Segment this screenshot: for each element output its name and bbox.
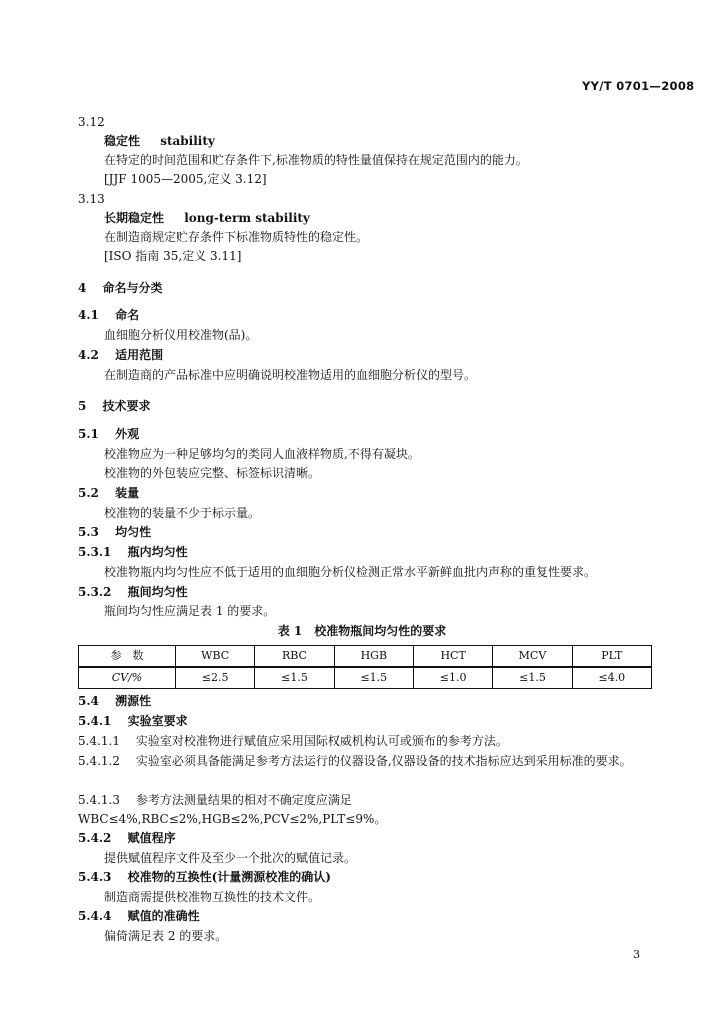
paragraph: 瓶间均匀性应满足表 1 的要求。 xyxy=(104,604,276,618)
section-title: 外观 xyxy=(115,427,140,441)
page-number: 3 xyxy=(633,948,640,961)
term-zh: 长期稳定性 xyxy=(104,211,165,225)
section-title: 瓶内均匀性 xyxy=(127,545,188,559)
heading-5-3-2 xyxy=(78,584,188,600)
paragraph: 校准物应为一种足够均匀的类同人血液样物质,不得有凝块。 xyxy=(104,447,420,461)
paragraph: 制造商需提供校准物互换性的技术文件。 xyxy=(104,890,321,904)
term-source: [ISO 指南 35,定义 3.11] xyxy=(104,249,242,263)
paragraph: 校准物瓶内均匀性应不低于适用的血细胞分析仪检测正常水平新鲜血批内声称的重复性要求。 xyxy=(104,565,597,579)
table-header-cell: PLT xyxy=(572,646,651,668)
table-cell: ≤4.0 xyxy=(572,667,651,689)
paragraph-text: 参考方法测量结果的相对不确定度应满足 WBC≤4%,RBC≤2%,HGB≤2%,PCV≤2%,PLT≤9%。 xyxy=(78,793,387,826)
term-zh: 稳定性 xyxy=(104,134,141,148)
homogeneity-table xyxy=(78,645,652,689)
section-title: 瓶间均匀性 xyxy=(127,585,188,599)
paragraph: 在制造商的产品标准中应明确说明校准物适用的血细胞分析仪的型号。 xyxy=(104,368,477,382)
table-cell: ≤1.5 xyxy=(255,667,334,689)
heading-5-3-1 xyxy=(78,544,188,560)
standard-code: YY/T 0701—2008 xyxy=(582,79,695,93)
term-title xyxy=(104,133,215,149)
paragraph: 提供赋值程序文件及至少一个批次的赋值记录。 xyxy=(104,851,357,865)
section-number: 5.4.2 xyxy=(78,831,112,845)
table-cell: ≤1.5 xyxy=(493,667,572,689)
table-cell: ≤2.5 xyxy=(176,667,255,689)
heading-5-4-4 xyxy=(78,908,200,924)
heading-5-4-3 xyxy=(78,869,331,885)
section-title: 装量 xyxy=(115,486,140,500)
section-title: 技术要求 xyxy=(102,399,151,413)
section-title: 均匀性 xyxy=(115,525,152,539)
section-number: 5.2 xyxy=(78,486,99,500)
table-title: 表 1 校准物瓶间均匀性的要求 xyxy=(277,624,447,638)
table-cell: ≤1.0 xyxy=(413,667,492,689)
table-header-cell: HGB xyxy=(334,646,413,668)
section-number: 5.4.1.1 xyxy=(78,734,120,748)
term-definition: 在特定的时间范围和贮存条件下,标准物质的特性量值保持在规定范围内的能力。 xyxy=(104,153,528,167)
section-number: 4.2 xyxy=(78,348,99,362)
paragraph-text: 实验室对校准物进行赋值应采用国际权威机构认可或颁布的参考方法。 xyxy=(135,734,508,748)
table-row xyxy=(79,667,652,689)
table-header-cell: HCT xyxy=(413,646,492,668)
section-number: 5.4.1.3 xyxy=(78,793,120,807)
paragraph xyxy=(78,791,652,829)
term-en: stability xyxy=(160,134,215,148)
table-header-cell: MCV xyxy=(493,646,572,668)
paragraph: 校准物的装量不少于标示量。 xyxy=(104,506,261,520)
heading-5-2 xyxy=(78,485,139,501)
section-title: 命名与分类 xyxy=(102,281,163,295)
term-en: long-term stability xyxy=(184,211,310,225)
section-number: 3.12 xyxy=(78,115,105,129)
heading-5-3 xyxy=(78,524,151,540)
section-number: 5.4.4 xyxy=(78,909,112,923)
section-title: 溯源性 xyxy=(115,694,152,708)
table-header-cell: 参 数 xyxy=(79,646,176,668)
section-number: 5.4 xyxy=(78,694,99,708)
term-definition: 在制造商规定贮存条件下标准物质特性的稳定性。 xyxy=(104,230,369,244)
term-title xyxy=(104,210,310,226)
heading-4 xyxy=(78,280,163,296)
heading-5-4-1 xyxy=(78,713,188,729)
table-cell: ≤1.5 xyxy=(334,667,413,689)
table-header-cell: RBC xyxy=(255,646,334,668)
section-number: 3.13 xyxy=(78,192,105,206)
table-header-row xyxy=(79,646,652,668)
heading-5 xyxy=(78,398,151,414)
section-number: 5.4.1 xyxy=(78,714,112,728)
heading-4-2 xyxy=(78,347,163,363)
paragraph: 偏倚满足表 2 的要求。 xyxy=(104,929,228,943)
section-number: 5.1 xyxy=(78,427,99,441)
section-title: 赋值程序 xyxy=(127,831,176,845)
heading-5-4 xyxy=(78,693,151,709)
section-title: 校准物的互换性(计量溯源校准的确认) xyxy=(127,870,331,884)
section-number: 4 xyxy=(78,281,87,295)
section-number: 5.4.1.2 xyxy=(78,754,120,768)
section-number: 5.3.1 xyxy=(78,545,112,559)
section-title: 实验室要求 xyxy=(127,714,188,728)
paragraph: 校准物的外包装应完整、标签标识清晰。 xyxy=(104,466,321,480)
section-number: 4.1 xyxy=(78,308,99,322)
paragraph: 血细胞分析仪用校准物(品)。 xyxy=(104,328,258,342)
paragraph-text: 实验室必须具备能满足参考方法运行的仪器设备,仪器设备的技术指标应达到采用标准的要求。 xyxy=(135,754,632,768)
section-number: 5 xyxy=(78,399,87,413)
section-title: 赋值的准确性 xyxy=(127,909,200,923)
section-number: 5.3.2 xyxy=(78,585,112,599)
section-title: 适用范围 xyxy=(115,348,164,362)
paragraph xyxy=(78,752,652,771)
table-cell: CV/% xyxy=(79,667,176,689)
section-title: 命名 xyxy=(115,308,140,322)
paragraph xyxy=(78,733,508,749)
heading-5-1 xyxy=(78,426,139,442)
heading-4-1 xyxy=(78,307,139,323)
section-number: 5.3 xyxy=(78,525,99,539)
section-number: 5.4.3 xyxy=(78,870,112,884)
table-header-cell: WBC xyxy=(176,646,255,668)
heading-5-4-2 xyxy=(78,830,176,846)
term-source: [JJF 1005—2005,定义 3.12] xyxy=(104,172,267,186)
